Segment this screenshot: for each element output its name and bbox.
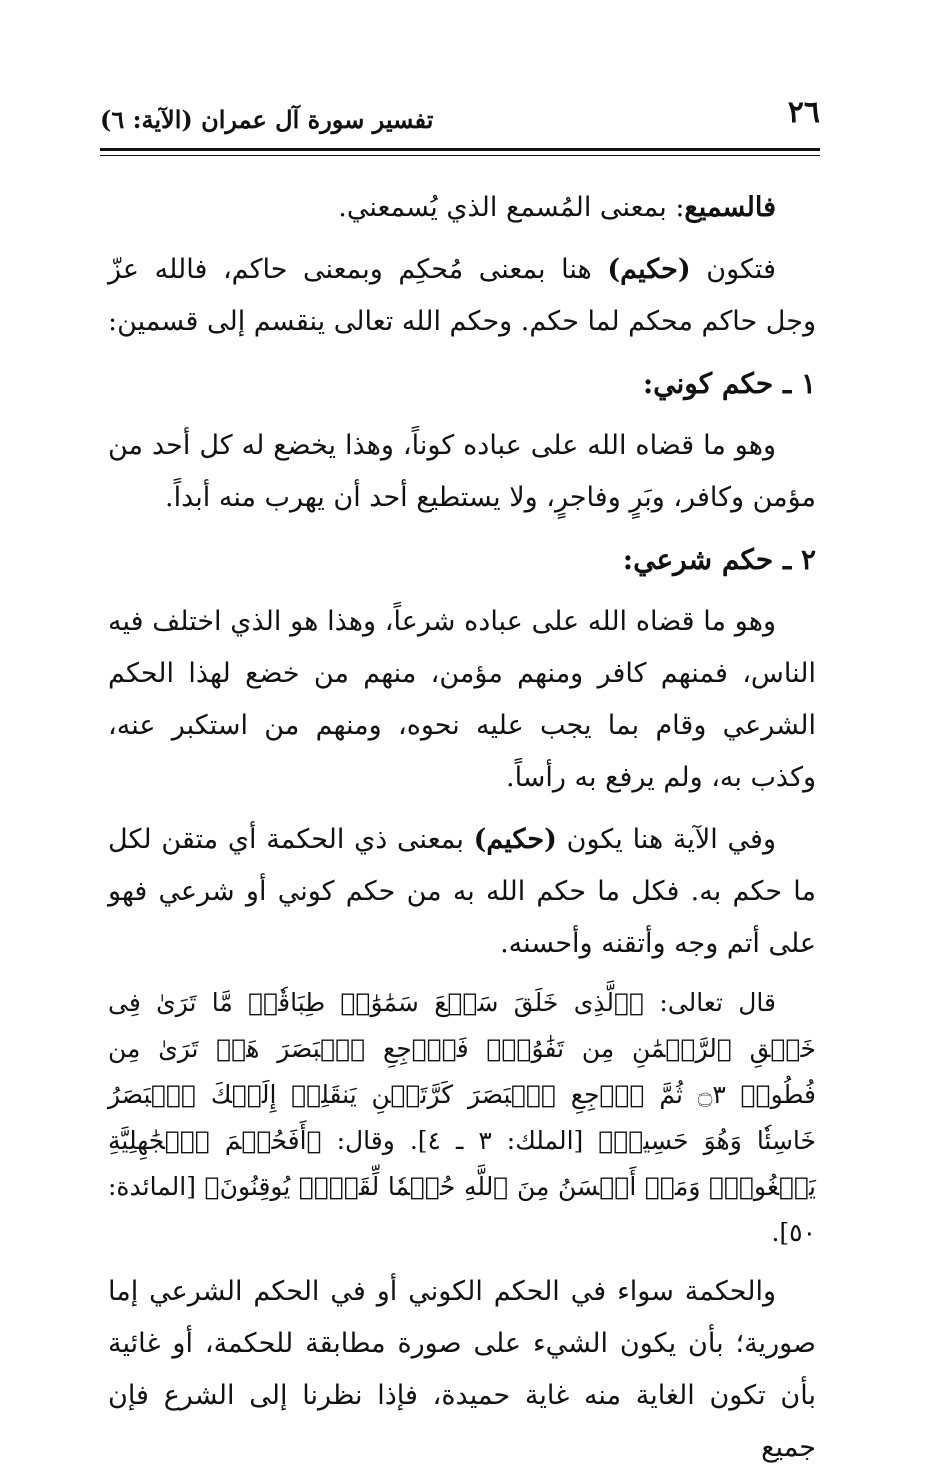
paragraph-text: وفي الآية هنا يكون — [566, 824, 776, 855]
running-title: تفسير سورة آل عمران (الآية: ٦) — [100, 105, 434, 134]
page-number: ٢٦ — [787, 95, 820, 130]
paragraph-text: بمعنى ذي الحكمة أي متقن لكل ما حكم به. فكل ما حكم الله به من حكم كوني أو شرعي فهو على أتم وجه وأتقنه وأحسنه. — [108, 824, 816, 959]
quote-intro: وقال: — [336, 1126, 395, 1155]
paragraph-sharei: وهو ما قضاه الله على عباده شرعاً، وهذا هو الذي اختلف فيه الناس، فمنهم كافر ومنهم مؤمن، منهم من خضع لهذا الحكم الشرعي وقام بما يجب عليه نحوه، ومنهم من استكبر عنه، وكذب به، ولم يرفع به رأساً. — [108, 606, 816, 793]
header-rule-thin — [100, 155, 820, 156]
verse-mulk: ﴿ٱلَّذِى خَلَقَ سَبۡعَ سَمَٰوَٰتٖ طِبَاقٗاۖ مَّا تَرَىٰ فِى خَلۡقِ ٱلرَّحۡمَٰنِ مِن تَفَٰوُتٖۖ فَٱرۡجِعِ ٱلۡبَصَرَ هَلۡ تَرَىٰ مِن فُطُورٖ ۝٣ ثُمَّ ٱرۡجِعِ ٱلۡبَصَرَ كَرَّتَيۡنِ يَنقَلِبۡ إِلَيۡكَ ٱلۡبَصَرُ خَاسِئٗا وَهُوَ حَسِيرٞ﴾ — [108, 988, 817, 1155]
paragraph-hikma-types: والحكمة سواء في الحكم الكوني أو في الحكم الشرعي إما صورية؛ بأن يكون الشيء على صورة مطابقة للحكمة، أو غائية بأن تكون الغاية منه غاية حميدة، فإذا نظرنا إلى الشرع فإن جميع — [108, 1276, 816, 1463]
verse-reference: [الملك: ٣ ـ ٤]. — [409, 1126, 584, 1155]
heading-sharei: ٢ ـ حكم شرعي: — [622, 543, 816, 576]
page-header — [100, 95, 820, 145]
paragraph-kawni: وهو ما قضاه الله على عباده كوناً، وهذا يخضع له كل أحد من مؤمن وكافر، وبَرٍ وفاجرٍ، ولا يستطيع أحد أن يهرب منه أبداً. — [108, 430, 816, 513]
page-body — [108, 182, 816, 1484]
paragraph-hakeem — [108, 244, 816, 348]
paragraph-hikma — [108, 814, 816, 970]
heading-kawni: ١ ـ حكم كوني: — [642, 367, 816, 400]
term-hakeem: (حكيم) — [473, 824, 557, 855]
paragraph-text: فتكون — [706, 254, 776, 285]
term-hakeem: (حكيم) — [607, 254, 691, 285]
verse-reference: [المائدة: ٥٠]. — [108, 1172, 816, 1247]
quote-intro: قال تعالى: — [659, 988, 776, 1017]
paragraph-text: : بمعنى المُسمع الذي يُسمعني. — [338, 192, 685, 223]
header-rule-thick — [100, 148, 820, 151]
quran-quote — [108, 980, 816, 1256]
verse-maida: ﴿أَفَحُكۡمَ ٱلۡجَٰهِلِيَّةِ يَبۡغُونَۚ وَمَنۡ أَحۡسَنُ مِنَ ٱللَّهِ حُكۡمٗا لِّقَوۡمٖ يُوقِنُونَ﴾ — [108, 1126, 816, 1201]
term-sameea: فالسميع — [684, 192, 776, 223]
paragraph-sameea — [108, 182, 816, 234]
paragraph-text: هنا بمعنى مُحكِم وبمعنى حاكم، فالله عزّ وجل حاكم محكم لما حكم. وحكم الله تعالى ينقسم إلى قسمين: — [108, 254, 816, 337]
